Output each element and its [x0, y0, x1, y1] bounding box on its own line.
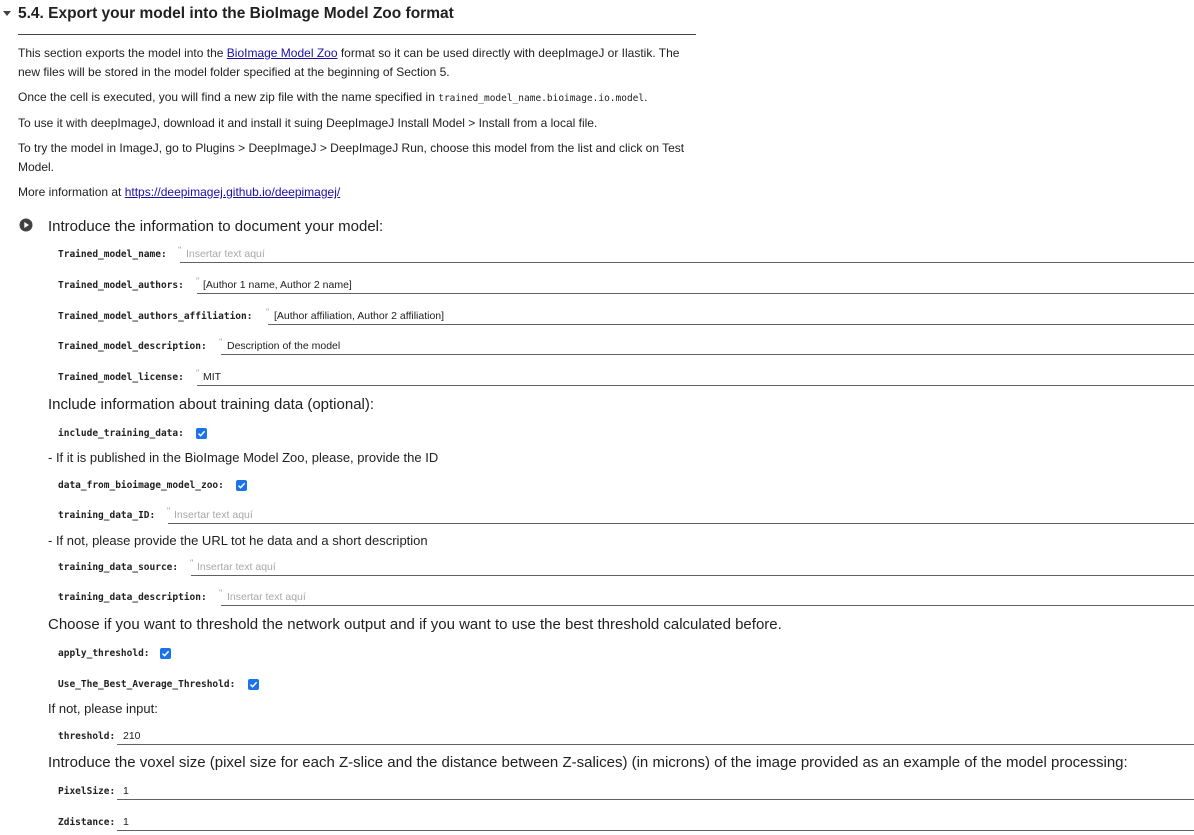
trained-model-authors-field: [58, 276, 1194, 298]
section-description: [18, 44, 698, 208]
paragraph-zip: Once the cell is executed, you will find a new zip file with the name specified in trained_model_name.bioimage.io.model.: [18, 90, 648, 104]
z-distance-input[interactable]: [117, 813, 1194, 831]
training-data-heading: Include information about training data (optional):: [48, 396, 375, 413]
trained-model-description-field: [58, 337, 1194, 359]
header-divider: [18, 34, 696, 35]
field-label: include_training_data:: [58, 428, 184, 439]
z-distance-field: [58, 813, 1194, 835]
quote-mark: ": [266, 307, 270, 317]
include-training-data-field: [58, 424, 1194, 446]
play-circle-icon[interactable]: [19, 218, 33, 232]
trained-model-authors-affiliation-input[interactable]: [268, 307, 1194, 325]
check-icon: [249, 680, 258, 689]
field-label: Trained_model_authors:: [58, 280, 184, 291]
quote-mark: ": [167, 506, 171, 516]
training-data-id-field: [58, 506, 1194, 528]
paragraph-export: This section exports the model into the BioImage Model Zoo format so it can be used directly with deepImageJ or Ilastik. The new files will be stored in the model folder specified at the beginning of Section 5.: [18, 46, 680, 79]
published-note: - If it is published in the BioImage Model Zoo, please, provide the ID: [48, 450, 439, 465]
check-icon: [237, 481, 246, 490]
trained-model-license-field: [58, 368, 1194, 390]
threshold-input[interactable]: [117, 727, 1194, 745]
not-published-note: - If not, please provide the URL tot he data and a short description: [48, 533, 428, 548]
trained-model-license-input[interactable]: [197, 368, 1194, 386]
trained-model-authors-input[interactable]: [197, 276, 1194, 294]
pixel-size-field: [58, 782, 1194, 804]
threshold-heading: Choose if you want to threshold the network output and if you want to use the best threshold calculated before.: [48, 616, 782, 633]
data-from-bioimage-model-zoo-checkbox[interactable]: [236, 480, 247, 491]
use-best-average-threshold-field: [58, 675, 1194, 697]
field-label: training_data_ID:: [58, 510, 156, 521]
deepimagej-link[interactable]: https://deepimagej.github.io/deepimagej/: [124, 185, 341, 199]
field-label: Trained_model_license:: [58, 372, 184, 383]
field-label: Use_The_Best_Average_Threshold:: [58, 679, 236, 690]
data-from-bioimage-model-zoo-field: [58, 476, 1194, 498]
include-training-data-checkbox[interactable]: [196, 428, 207, 439]
apply-threshold-checkbox[interactable]: [160, 648, 171, 659]
inline-code: trained_model_name.bioimage.io.model: [438, 93, 645, 104]
trained-model-authors-affiliation-field: [58, 307, 1194, 329]
quote-mark: ": [190, 558, 194, 568]
section-title: 5.4. Export your model into the BioImage Model Zoo format: [18, 5, 454, 22]
training-data-description-field: [58, 588, 1194, 610]
paragraph-more-info: More information at https://deepimagej.github.io/deepimagej/: [18, 185, 341, 199]
quote-mark: ": [219, 337, 223, 347]
field-label: Trained_model_description:: [58, 341, 207, 352]
training-data-source-input[interactable]: [191, 558, 1194, 576]
training-data-id-input[interactable]: [168, 506, 1194, 524]
field-label: Zdistance:: [58, 817, 116, 828]
field-label: PixelSize:: [58, 786, 116, 797]
training-data-description-input[interactable]: [221, 588, 1194, 606]
field-label: apply_threshold:: [58, 648, 150, 659]
quote-mark: ": [178, 245, 182, 255]
check-icon: [161, 649, 170, 658]
threshold-field: [58, 727, 1194, 749]
field-label: Trained_model_authors_affiliation:: [58, 311, 253, 322]
field-label: data_from_bioimage_model_zoo:: [58, 480, 224, 491]
quote-mark: ": [196, 368, 200, 378]
field-label: threshold:: [58, 731, 116, 742]
field-label: training_data_description:: [58, 592, 207, 603]
bioimage-model-zoo-link[interactable]: BioImage Model Zoo: [226, 46, 338, 60]
quote-mark: ": [219, 588, 223, 598]
caret-down-icon[interactable]: [2, 8, 12, 18]
field-label: Trained_model_name:: [58, 249, 167, 260]
quote-mark: ": [196, 276, 200, 286]
section-header[interactable]: [0, 0, 700, 36]
check-icon: [197, 429, 206, 438]
trained-model-name-field: [58, 245, 1194, 267]
training-data-source-field: [58, 558, 1194, 580]
use-best-average-threshold-checkbox[interactable]: [248, 679, 259, 690]
field-label: training_data_source:: [58, 562, 179, 573]
trained-model-name-input[interactable]: [180, 245, 1194, 263]
paragraph-install: To use it with deepImageJ, download it and install it suing DeepImageJ Install Model > Install from a local file.: [18, 116, 598, 130]
voxel-size-heading: Introduce the voxel size (pixel size for each Z-slice and the distance between Z-salices) (in microns) of the image provided as an example of the model processing:: [48, 754, 1128, 771]
paragraph-try: To try the model in ImageJ, go to Plugins > DeepImageJ > DeepImageJ Run, choose this model from the list and click on Test Model.: [18, 141, 685, 174]
apply-threshold-field: [58, 644, 1194, 666]
document-model-heading: Introduce the information to document your model:: [48, 218, 384, 235]
if-not-note: If not, please input:: [48, 701, 158, 716]
pixel-size-input[interactable]: [117, 782, 1194, 800]
trained-model-description-input[interactable]: [221, 337, 1194, 355]
